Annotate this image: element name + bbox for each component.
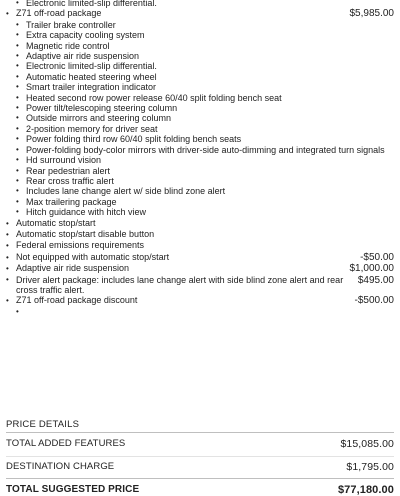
options-list [6, 0, 394, 317]
bullet-icon: • [6, 229, 9, 239]
list-item [16, 61, 394, 71]
feature-text: Hd surround vision [26, 155, 102, 166]
bullet-icon: • [16, 61, 19, 71]
feature-text: Includes lane change alert w/ side blind zone alert [26, 186, 226, 197]
list-item [16, 93, 394, 103]
price-label: TOTAL ADDED FEATURES [6, 438, 126, 450]
bullet-icon: • [16, 144, 19, 154]
feature-text: Power tilt/telescoping steering column [26, 103, 178, 114]
bullet-icon: • [16, 30, 19, 40]
total-added-features-row [6, 439, 394, 456]
price-value: $77,180.00 [337, 484, 394, 496]
feature-text: Automatic heated steering wheel [26, 71, 157, 82]
bullet-icon: • [16, 103, 19, 113]
option-label: Federal emissions requirements [16, 240, 145, 251]
feature-text: Smart trailer integration indicator [26, 82, 157, 93]
list-item [16, 145, 394, 155]
list-item [16, 166, 394, 176]
bullet-icon: • [16, 306, 19, 316]
bullet-icon: • [16, 155, 19, 165]
list-item [16, 134, 394, 144]
bullet-icon: • [16, 165, 19, 175]
bullet-icon: • [16, 92, 19, 102]
feature-text: Electronic limited-slip differential. [26, 61, 157, 72]
list-item [16, 197, 394, 207]
feature-text: Rear cross traffic alert [26, 175, 114, 186]
price-value: $15,085.00 [340, 438, 394, 451]
bullet-icon: • [6, 274, 9, 284]
bullet-icon: • [16, 82, 19, 92]
price-details-heading: PRICE DETAILS [6, 420, 394, 433]
feature-text: Magnetic ride control [26, 40, 110, 51]
list-item [16, 155, 394, 165]
option-label: Automatic stop/start [16, 217, 96, 228]
price-details [6, 420, 394, 496]
list-item [16, 307, 394, 317]
z71-feature-list [6, 20, 394, 218]
list-item [16, 20, 394, 30]
bullet-icon: • [6, 296, 9, 306]
list-item [16, 103, 394, 113]
bullet-icon: • [16, 134, 19, 144]
list-item [16, 176, 394, 186]
bullet-icon: • [16, 186, 19, 196]
bullet-icon: • [16, 207, 19, 217]
option-row [6, 295, 394, 306]
option-row [6, 263, 394, 274]
list-item [16, 82, 394, 92]
option-label: Driver alert package: includes lane change alert with side blind zone alert and rear cross traffic alert. [16, 274, 344, 295]
option-price: $495.00 [357, 274, 394, 286]
option-row [6, 229, 394, 240]
previous-package-features [6, 0, 394, 8]
list-item [16, 30, 394, 40]
list-item [16, 207, 394, 217]
option-label: Z71 off-road package discount [16, 295, 138, 306]
option-label: Automatic stop/start disable button [16, 228, 155, 239]
option-row-z71 [6, 8, 394, 19]
bullet-icon: • [16, 0, 19, 7]
total-suggested-price-row [6, 485, 394, 495]
bullet-icon: • [6, 252, 9, 262]
option-price: -$500.00 [354, 295, 394, 307]
feature-text: Power folding third row 60/40 split folding bench seats [26, 134, 242, 145]
feature-text: Electronic limited-slip differential. [26, 0, 157, 8]
bullet-icon: • [16, 40, 19, 50]
feature-text: Max trailering package [26, 196, 117, 207]
feature-text: Trailer brake controller [26, 19, 116, 30]
feature-text: 2-position memory for driver seat [26, 123, 158, 134]
bullet-icon: • [6, 241, 9, 251]
option-label: Adaptive air ride suspension [16, 263, 130, 274]
price-label: DESTINATION CHARGE [6, 460, 115, 472]
feature-text: Adaptive air ride suspension [26, 51, 140, 62]
option-price: $1,000.00 [349, 263, 394, 275]
price-label: TOTAL SUGGESTED PRICE [6, 484, 140, 496]
bullet-icon: • [16, 196, 19, 206]
destination-charge-row [6, 462, 394, 479]
option-row [6, 252, 394, 263]
list-item [16, 0, 394, 8]
bullet-icon: • [16, 71, 19, 81]
feature-text: Heated second row power release 60/40 split folding bench seat [26, 92, 282, 103]
option-row [6, 240, 394, 251]
discount-feature-list [6, 307, 394, 317]
list-item [16, 72, 394, 82]
option-price: $5,985.00 [349, 8, 394, 20]
option-price: -$50.00 [360, 251, 394, 263]
bullet-icon: • [16, 51, 19, 61]
list-item [16, 51, 394, 61]
option-label: Z71 off-road package [16, 8, 102, 19]
list-item [16, 41, 394, 51]
bullet-icon: • [16, 19, 19, 29]
bullet-icon: • [6, 218, 9, 228]
feature-text: Hitch guidance with hitch view [26, 207, 147, 218]
bullet-icon: • [16, 175, 19, 185]
bullet-icon: • [6, 9, 9, 19]
list-item [16, 124, 394, 134]
option-label: Not equipped with automatic stop/start [16, 251, 170, 262]
bullet-icon: • [16, 113, 19, 123]
list-item [16, 186, 394, 196]
option-row [6, 218, 394, 229]
list-item [16, 113, 394, 123]
price-value: $1,795.00 [346, 460, 394, 473]
feature-text: Power-folding body-color mirrors with driver-side auto-dimming and integrated turn signals [26, 144, 385, 155]
bullet-icon: • [16, 123, 19, 133]
option-row [6, 275, 394, 296]
bullet-icon: • [6, 264, 9, 274]
feature-text: Outside mirrors and steering column [26, 113, 172, 124]
feature-text: Extra capacity cooling system [26, 30, 145, 41]
feature-text: Rear pedestrian alert [26, 165, 111, 176]
